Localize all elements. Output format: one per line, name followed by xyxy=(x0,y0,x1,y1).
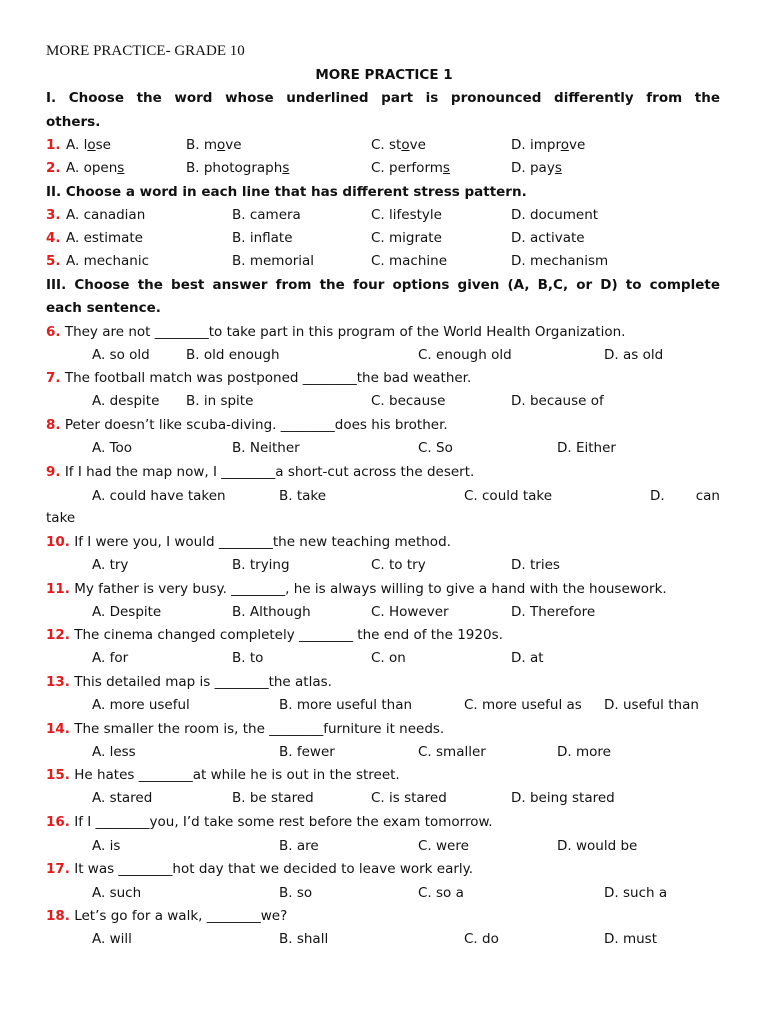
option-d: D. useful than xyxy=(604,697,699,713)
option-d: D. such a xyxy=(604,885,668,901)
question-text: If I had the map now, I ________a short-cut across the desert. xyxy=(64,464,475,480)
question-number: 13. xyxy=(46,674,70,690)
option-c: C. So xyxy=(418,440,453,456)
option-a: A. such xyxy=(92,885,142,901)
question-11-stem xyxy=(46,581,720,597)
option-b: B. are xyxy=(279,838,319,854)
option-b: B. be stared xyxy=(232,790,314,806)
option-a: A. for xyxy=(92,650,129,666)
option-b: B. photographs xyxy=(186,160,290,176)
option-c: C. lifestyle xyxy=(371,207,442,223)
option-a: A. despite xyxy=(92,393,160,409)
question-number: 11. xyxy=(46,581,70,597)
option-a: A. mechanic xyxy=(66,253,150,269)
question-number: 2. xyxy=(46,160,61,176)
option-a: A. less xyxy=(92,744,136,760)
question-number: 7. xyxy=(46,370,61,386)
option-c: C. to try xyxy=(371,557,426,573)
option-c: C. stove xyxy=(371,137,426,153)
option-d: D. document xyxy=(511,207,599,223)
practice-title: MORE PRACTICE 1 xyxy=(315,67,453,83)
option-b: B. memorial xyxy=(232,253,315,269)
option-c: C. were xyxy=(418,838,469,854)
question-text: My father is very busy. ________, he is always willing to give a hand with the housework. xyxy=(74,581,667,597)
question-13-stem xyxy=(46,674,720,690)
option-d: D. more xyxy=(557,744,611,760)
option-a: A. is xyxy=(92,838,121,854)
question-7-stem xyxy=(46,370,720,386)
option-d: D. tries xyxy=(511,557,560,573)
option-b: B. Although xyxy=(232,604,311,620)
question-8-stem xyxy=(46,417,720,433)
option-b: B. to xyxy=(232,650,264,666)
option-d: D. because of xyxy=(511,393,604,409)
question-number: 17. xyxy=(46,861,70,877)
option-a: A. will xyxy=(92,931,132,947)
option-b: B. old enough xyxy=(186,347,280,363)
question-number: 1. xyxy=(46,137,61,153)
option-b: B. shall xyxy=(279,931,329,947)
option-c: C. on xyxy=(371,650,406,666)
section-1-heading: I. Choose the word whose underlined part is pronounced differently from the xyxy=(46,90,720,106)
question-number: 12. xyxy=(46,627,70,643)
question-5 xyxy=(46,253,720,269)
question-2 xyxy=(46,160,720,176)
question-3 xyxy=(46,207,720,223)
question-1 xyxy=(46,137,720,153)
option-c: C. do xyxy=(464,931,499,947)
option-d: D. Either xyxy=(557,440,616,456)
option-c: C. could take xyxy=(464,488,553,504)
question-number: 10. xyxy=(46,534,70,550)
option-c: C. performs xyxy=(371,160,450,176)
section-1-heading-cont: others. xyxy=(46,114,101,130)
question-number: 18. xyxy=(46,908,70,924)
option-a: A. estimate xyxy=(66,230,143,246)
option-d: D. activate xyxy=(511,230,585,246)
question-17-stem xyxy=(46,861,720,877)
option-d: D. at xyxy=(511,650,544,666)
option-b: B. Neither xyxy=(232,440,300,456)
option-d: D. xyxy=(650,488,665,504)
question-number: 16. xyxy=(46,814,70,830)
question-text: The smaller the room is, the ________furniture it needs. xyxy=(74,721,445,737)
option-a: A. canadian xyxy=(66,207,146,223)
option-a: A. lose xyxy=(66,137,111,153)
question-number: 8. xyxy=(46,417,61,433)
option-b: B. trying xyxy=(232,557,290,573)
question-number: 5. xyxy=(46,253,61,269)
question-9-options-cont: take xyxy=(46,510,76,526)
option-b: B. take xyxy=(279,488,327,504)
option-a: A. try xyxy=(92,557,129,573)
option-b: B. in spite xyxy=(186,393,254,409)
question-text: The football match was postponed ________the bad weather. xyxy=(64,370,472,386)
section-2-heading: II. Choose a word in each line that has different stress pattern. xyxy=(46,184,527,200)
option-a: A. Too xyxy=(92,440,133,456)
question-number: 4. xyxy=(46,230,61,246)
option-c: C. because xyxy=(371,393,446,409)
question-number: 9. xyxy=(46,464,61,480)
option-d: D. Therefore xyxy=(511,604,596,620)
question-4 xyxy=(46,230,720,246)
question-9-stem xyxy=(46,464,720,480)
option-d: D. being stared xyxy=(511,790,615,806)
question-14-stem xyxy=(46,721,720,737)
option-c: C. is stared xyxy=(371,790,447,806)
question-15-stem xyxy=(46,767,720,783)
question-text: Let’s go for a walk, ________we? xyxy=(74,908,288,924)
option-d: D. mechanism xyxy=(511,253,609,269)
option-c: C. machine xyxy=(371,253,448,269)
question-text: It was ________hot day that we decided to leave work early. xyxy=(74,861,474,877)
option-d-text: can xyxy=(695,488,720,504)
option-c: C. However xyxy=(371,604,449,620)
question-text: If I ________you, I’d take some rest before the exam tomorrow. xyxy=(74,814,493,830)
question-text: Peter doesn’t like scuba-diving. ________does his brother. xyxy=(64,417,448,433)
question-10-stem xyxy=(46,534,720,550)
question-12-stem xyxy=(46,627,720,643)
option-d: D. as old xyxy=(604,347,664,363)
option-b: B. more useful than xyxy=(279,697,413,713)
option-b: B. camera xyxy=(232,207,301,223)
option-c: C. smaller xyxy=(418,744,486,760)
question-number: 15. xyxy=(46,767,70,783)
section-3-heading-cont: each sentence. xyxy=(46,300,161,316)
option-d: D. pays xyxy=(511,160,562,176)
option-b: B. inflate xyxy=(232,230,293,246)
option-d: D. would be xyxy=(557,838,638,854)
option-c: C. more useful as xyxy=(464,697,582,713)
question-number: 14. xyxy=(46,721,70,737)
option-b: B. so xyxy=(279,885,313,901)
option-c: C. so a xyxy=(418,885,464,901)
option-d: D. improve xyxy=(511,137,586,153)
question-text: If I were you, I would ________the new teaching method. xyxy=(74,534,451,550)
question-16-stem xyxy=(46,814,720,830)
option-a: A. Despite xyxy=(92,604,162,620)
question-text: This detailed map is ________the atlas. xyxy=(74,674,332,690)
option-d: D. must xyxy=(604,931,658,947)
question-text: The cinema changed completely ________ the end of the 1920s. xyxy=(74,627,503,643)
document-title: MORE PRACTICE- GRADE 10 xyxy=(46,43,245,59)
option-b: B. move xyxy=(186,137,242,153)
question-text: He hates ________at while he is out in the street. xyxy=(74,767,400,783)
option-c: C. enough old xyxy=(418,347,512,363)
option-a: A. opens xyxy=(66,160,125,176)
option-b: B. fewer xyxy=(279,744,335,760)
option-a: A. so old xyxy=(92,347,150,363)
option-a: A. more useful xyxy=(92,697,190,713)
option-c: C. migrate xyxy=(371,230,442,246)
option-a: A. stared xyxy=(92,790,153,806)
question-18-stem xyxy=(46,908,720,924)
question-number: 3. xyxy=(46,207,61,223)
question-number: 6. xyxy=(46,324,61,340)
section-3-heading: III. Choose the best answer from the four options given (A, B,C, or D) to complete xyxy=(46,277,720,293)
option-a: A. could have taken xyxy=(92,488,226,504)
question-6-stem xyxy=(46,324,720,340)
question-text: They are not ________to take part in this program of the World Health Organization. xyxy=(64,324,626,340)
